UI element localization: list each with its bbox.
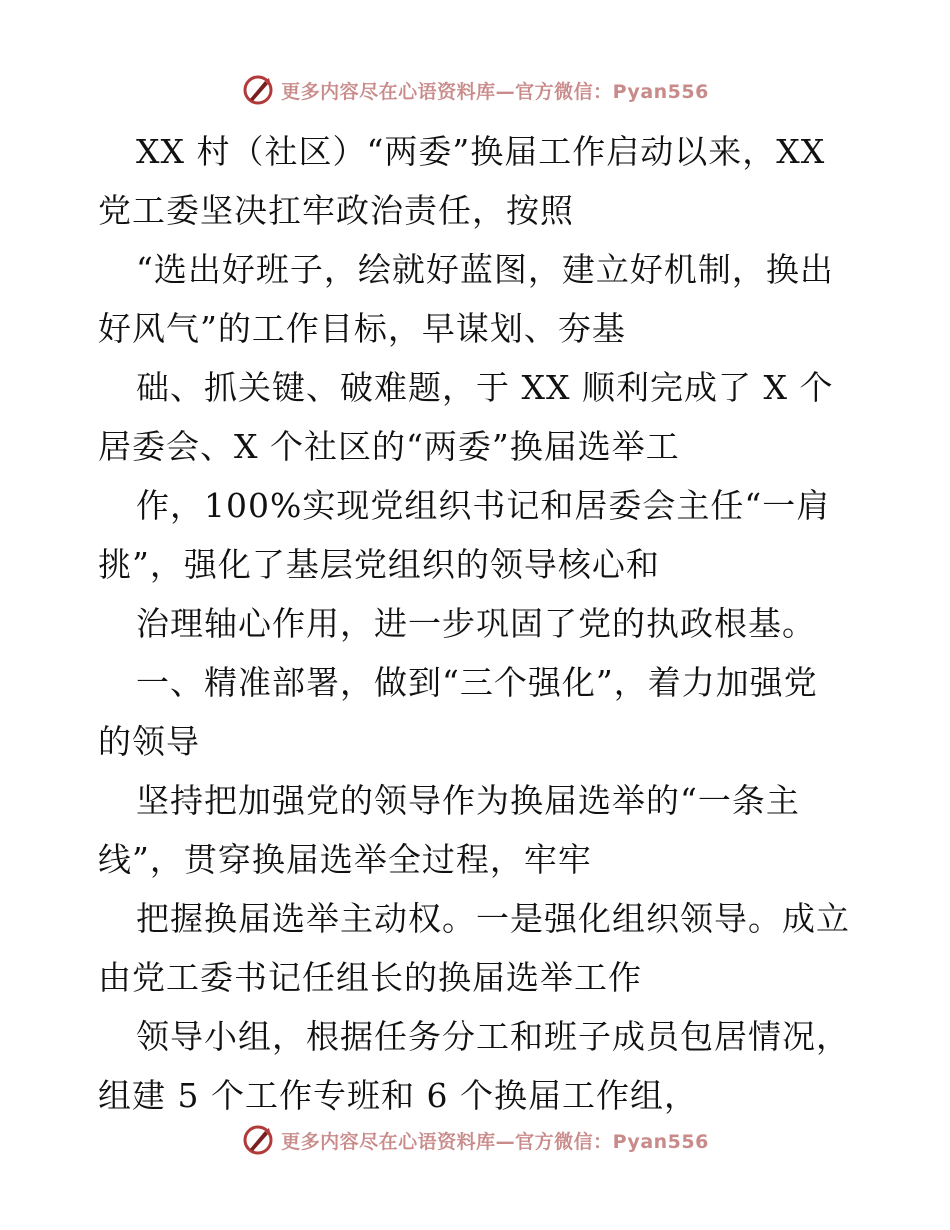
- text-line: 党工委坚决扛牢政治责任，按照: [98, 191, 574, 230]
- watermark-text: 更多内容尽在心语资料库—官方微信：Pyan556: [281, 1130, 709, 1153]
- red-quill-logo-icon: [241, 73, 275, 107]
- text-line: 好风气”的工作目标，早谋划、夯基: [98, 309, 626, 348]
- text-line: 作，100%实现党组织书记和居委会主任“一肩: [136, 486, 831, 525]
- text-line: 由党工委书记任组长的换届选举工作: [98, 958, 642, 997]
- watermark-banner-top: [0, 70, 950, 110]
- text-line: XX 村（社区）“两委”换届工作启动以来，XX: [136, 132, 826, 171]
- text-line: “选出好班子，绘就好蓝图，建立好机制，换出: [136, 250, 834, 289]
- text-line: 居委会、X 个社区的“两委”换届选举工: [98, 427, 680, 466]
- text-line: 把握换届选举主动权。一是强化组织领导。成立: [136, 899, 850, 938]
- text-line: 挑”，强化了基层党组织的领导核心和: [98, 545, 660, 584]
- text-line: 治理轴心作用，进一步巩固了党的执政根基。: [136, 604, 816, 643]
- document-body: [98, 122, 858, 1125]
- text-line: 组建 5 个工作专班和 6 个换届工作组，: [98, 1076, 698, 1115]
- text-line: 线”，贯穿换届选举全过程，牢牢: [98, 840, 592, 879]
- text-line: 领导小组，根据任务分工和班子成员包居情况，: [136, 1017, 850, 1056]
- text-line: 础、抓关键、破难题，于 XX 顺利完成了 X 个: [136, 368, 834, 407]
- text-line: 坚持把加强党的领导作为换届选举的“一条主: [136, 781, 800, 820]
- watermark-text: 更多内容尽在心语资料库—官方微信：Pyan556: [281, 80, 709, 103]
- watermark-banner-bottom: [0, 1120, 950, 1160]
- text-line: 的领导: [98, 722, 200, 761]
- text-line: 一、精准部署，做到“三个强化”，着力加强党: [136, 663, 818, 702]
- red-quill-logo-icon: [241, 1123, 275, 1157]
